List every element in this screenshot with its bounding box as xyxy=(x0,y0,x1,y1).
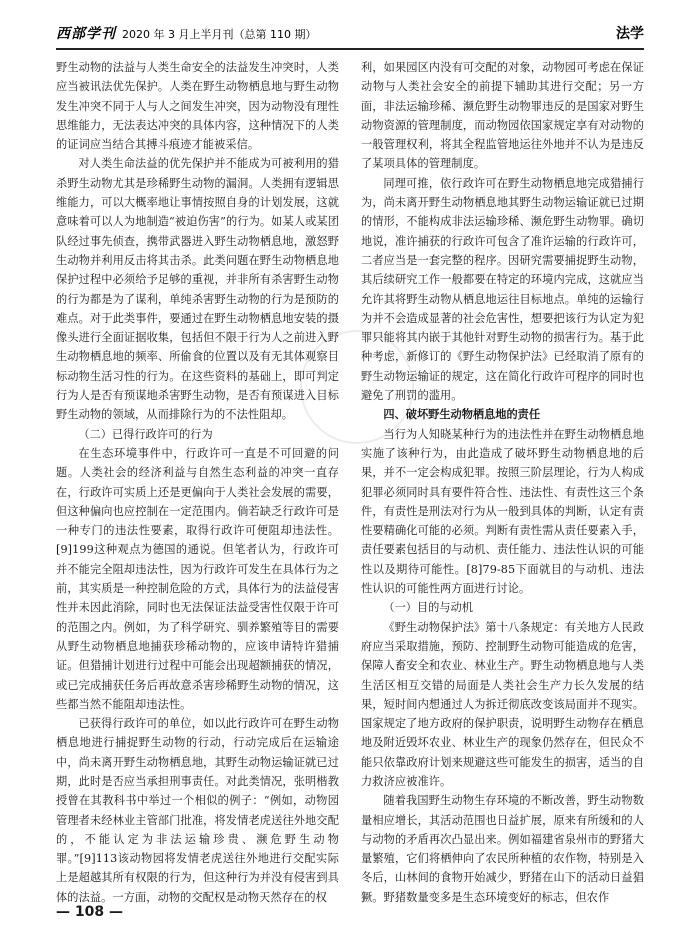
left-column xyxy=(56,58,339,904)
article-body xyxy=(56,58,644,904)
subsection-heading: （一）目的与动机 xyxy=(383,601,473,615)
issue-info: 2020 年 3 月上半月刊（总第 110 期） xyxy=(122,28,317,41)
section-heading: 四、破坏野生动物栖息地的责任 xyxy=(383,408,541,422)
section-name: 法学 xyxy=(616,26,644,42)
journal-logo: 西部学刊 xyxy=(56,26,116,42)
subsection-heading: （二）已得行政许可的行为 xyxy=(78,427,213,441)
paragraph: 同理可推，依行政许可在野生动物栖息地完成猎捕行为，尚未离开野生动物栖息地其野生动物运输证就已过期的情形，不能构成非法运输珍稀、濒危野生动物罪。确切地说，准许捕获的行政许可包含了准许运输的行政许可，二者应当是一套完整的程序。因研究需要捕捉野生动物，其后续研究工作一般都要在特定的环境内完成，这就应当允许其将野生动物从栖息地运往目标地点。单纯的运输行为并不会造成显著的社会危害性，想要把该行为认定为犯罪只能将其内嵌于其他针对野生动物的损害行为。基于此种考虑，新修订的《野生动物保护法》已经取消了原有的野生动物运输证的规定，这在简化行政许可程序的同时也避免了刑罚的滥用。 xyxy=(361,176,644,403)
paragraph: 当行为人知晓某种行为的违法性并在野生动物栖息地实施了该种行为，由此造成了破坏野生动物栖息地的后果，并不一定会构成犯罪。按照三阶层理论，行为人构成犯罪必须同时具有要件符合性、违法性、有责性这三个条件，有责性是刑法对行为从一般到具体的判断，认定有责性要精确化可能的必须。判断有责性需从责任要素入手，责任要素包括目的与动机、责任能力、违法性认识的可能性以及期待可能性。[8]79-85下面就目的与动机、违法性认识的可能性两方面进行讨论。 xyxy=(361,427,644,596)
paragraph: 利，如果园区内没有可交配的对象，动物园可考虑在保证动物与人类社会安全的前提下辅助其进行交配；另一方面，非法运输珍稀、濒危野生动物罪违反的是国家对野生动物资源的管理制度，而动物园依国家规定享有对动物的一般管理权利，将其全程监管地运往外地并不认为是违反了某项具体的管理制度。 xyxy=(361,61,644,171)
right-column xyxy=(361,58,644,904)
paragraph: 随着我国野生动物生存环境的不断改善，野生动物数量相应增长，其活动范围也日益扩展，原来有所缓和的人与动物的矛盾再次凸显出来。例如福建省泉州市的野猪大量繁殖，它们将栖伸向了农民所种植的农作物，特别是入冬后，山林间的食物开始减少，野猪在山下的活动日益猖獗。野猪数量变多是生态环境变好的标志，但农作 xyxy=(361,794,644,904)
paragraph: 已获得行政许可的单位，如以此行政许可在野生动物栖息地进行捕捉野生动物的行动，行动完成后在运输途中，尚未离开野生动物栖息地，其野生动物运输证就已过期，此时是否应当承担刑事责任。对此类情况，张明楷教授曾在其教科书中举过一个相似的例子：“例如，动物园管理者未经林业主管部门批准，将发情老虎送往外地交配的，不能认定为非法运输珍贵、濒危野生动物罪。”[9]113该动物园将发情老虎送往外地进行交配实际上是超越其所有权限的行为，但这种行为并没有侵害到具体的法益。一方面，动物的交配权是动物天然存在的权 xyxy=(56,717,339,904)
page-number: — 108 — xyxy=(56,904,123,920)
paragraph: 对人类生命法益的优先保护并不能成为可被利用的猎杀野生动物尤其是珍稀野生动物的漏洞。人类拥有逻辑思维能力，可以大概率地让事情按照自身的计划发展，这就意味着可以人为地制造“被迫伤害”的行为。如某人或某团队经过事先侦查，携带武器进入野生动物栖息地，激怒野生动物并利用反击将其击杀。此类问题在野生动物栖息地保护过程中必须给予足够的重视，并非所有杀害野生动物的行为都是为了谋利，单纯杀害野生动物的行为是预防的难点。对于此类事件，要通过在野生动物栖息地安装的摄像头进行全面证据收集，包括但不限于行为人之前进入野生动物栖息地的频率、所偷食的位置以及有无其体观察目标动物生活习性的行为。在这些资料的基础上，即可判定行为人是否有预谋地杀害野生动物，是否有预谋进入目标野生动物的领域，从而排除行为的不法性阻却。 xyxy=(56,157,339,422)
page-header xyxy=(56,18,644,50)
header-left xyxy=(56,23,316,43)
paragraph: 野生动物的法益与人类生命安全的法益发生冲突时，人类应当被讯法优先保护。人类在野生动物栖息地与野生动物发生冲突不同于人与人之间发生冲突，因为动物没有理性思维能力，无法表达冲突的具体内容，这种情况下的人类的证词应当结合其搏斗痕迹才能被采信。 xyxy=(56,61,339,152)
paragraph: 《野生动物保护法》第十八条规定：有关地方人民政府应当采取措施，预防、控制野生动物可能造成的危害，保障人畜安全和农业、林业生产。野生动物栖息地与人类生活区相互交错的局面是人类社会生产力长久发展的结果，短时间内想通过人为拆迁彻底改变该局面并不现实。国家规定了地方政府的保护职责，说明野生动物存在栖息地及附近毁坏农业、林业生产的现象仍然存在，但民众不能只依靠政府计划来规避这些可能发生的损害，适当的自力救济应被准许。 xyxy=(361,620,644,788)
paragraph: 在生态环境事件中，行政许可一直是不可回避的问题。人类社会的经济利益与自然生态利益的冲突一直存在，行政许可实质上还是更偏向于人类社会发展的需要，但这种偏向也应控制在一定范围内。倘若缺乏行政许可是一种专门的违法性要素，取得行政许可便阻却违法性。[9]199这种观点为德国的通说。但笔者认为，行政许可并不能完全阻却违法性，因为行政许可发生在具体行为之前，其实质是一种控制危险的方式，具体行为的法益侵害性并未因此消除，同时也无法保证法益受害性仅限于许可的范围之内。例如，为了科学研究、驯养繁殖等目的需要从野生动物栖息地捕获珍稀动物的，应该申请特许猎捕证。但猎捕计划进行过程中可能会出现超额捕获的情况，或已完成捕获任务后再故意杀害珍稀野生动物的情况，这些都当然不能阻却违法性。 xyxy=(56,446,339,711)
